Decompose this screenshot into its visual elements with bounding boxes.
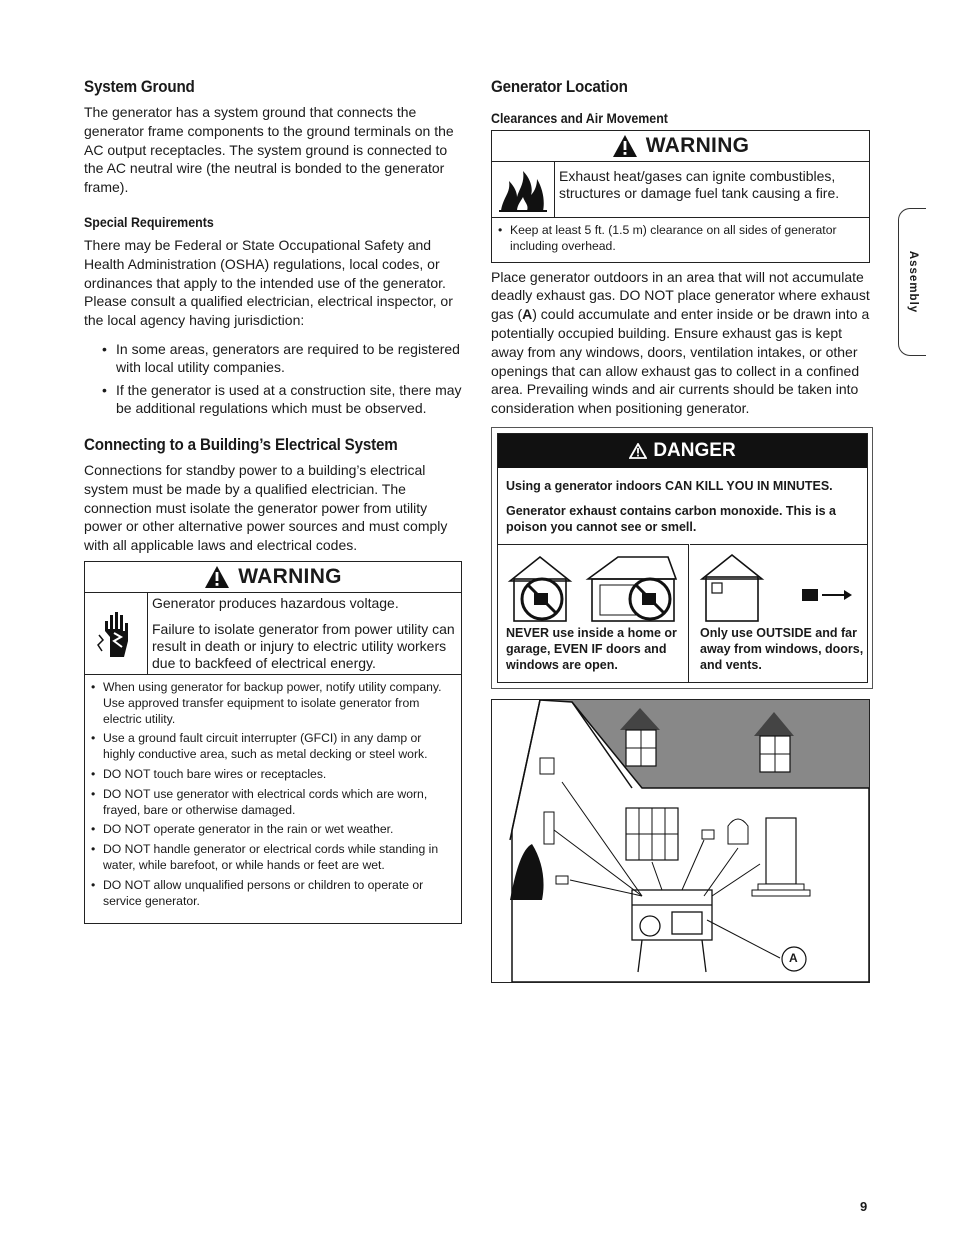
- list-item: • DO NOT operate generator in the rain or wet weather.: [91, 822, 455, 838]
- connecting-body: Connections for standby power to a building’s electrical system must be made by a qualified electrician. The connection must isolate the generator power from utility power or other alternative power sources and must comply with all applicable laws and electrical codes.: [84, 461, 448, 554]
- warning-header: [85, 562, 461, 593]
- electric-shock-hand-icon: [85, 593, 148, 674]
- danger-never-panel: [498, 544, 689, 682]
- warning-header: [492, 131, 869, 162]
- system-ground-heading: System Ground: [84, 78, 195, 96]
- warning-text: [148, 593, 461, 674]
- warning-message-row: [85, 593, 461, 675]
- fire-icon: [492, 162, 555, 217]
- special-requirements-body: There may be Federal or State Occupational Safety and Health Administration (OSHA) regulations, local codes, or ordinances that apply to the intended use of the generator. Please consult a qualified electrician, electrical inspector, or the local agency having jurisdiction:: [84, 236, 453, 329]
- warning-message-row: [492, 162, 869, 218]
- warning-triangle-icon: [612, 134, 638, 158]
- exhaust-callout-label: A: [789, 951, 798, 965]
- danger-box-frame: [491, 427, 873, 689]
- outdoor-use-icon: [694, 549, 864, 625]
- danger-header: [498, 434, 867, 468]
- location-body-part-2: ) could accumulate and enter inside or be drawn into a potentially occupied building. Ensure exhaust gas is kept away from any windows, doors, ventilation intakes, or other openings that can allow exhaust gas to collect in a confined area. Prevailing winds and air currents should be taken into consideration when positioning generator.: [491, 306, 870, 417]
- no-indoor-use-icon: [500, 549, 686, 625]
- page-number: 9: [860, 1199, 868, 1214]
- left-column: [84, 78, 462, 924]
- list-item: • DO NOT handle generator or electrical cords while standing in water, while barefoot, or while hands or feet are wet.: [91, 842, 455, 874]
- special-requirements-list: [84, 340, 462, 418]
- list-item: • In some areas, generators are required to be registered with local utility companies.: [102, 340, 462, 377]
- list-item: • Keep at least 5 ft. (1.5 m) clearance on all sides of generator including overhead.: [498, 223, 863, 255]
- connecting-heading: Connecting to a Building’s Electrical System: [84, 435, 398, 454]
- special-requirements-heading: Special Requirements: [84, 214, 214, 230]
- danger-title: DANGER: [653, 440, 736, 461]
- danger-line-1: Using a generator indoors CAN KILL YOU IN MINUTES.: [506, 479, 833, 493]
- danger-triangle-icon: [629, 443, 647, 459]
- house-diagram-graphic: [492, 700, 869, 982]
- danger-outside-text: Only use OUTSIDE and far away from windows, doors, and vents.: [700, 626, 864, 672]
- list-item: • DO NOT allow unqualified persons or children to operate or service generator.: [91, 878, 455, 910]
- right-column: [491, 78, 870, 432]
- danger-line-2: Generator exhaust contains carbon monoxide. This is a poison you cannot see or smell.: [506, 504, 836, 534]
- list-item: • DO NOT touch bare wires or receptacles.: [91, 767, 455, 783]
- warning-bullets: [85, 675, 461, 923]
- list-item: • Use a ground fault circuit interrupter (GFCI) in any damp or highly conductive area, such as metal decking or steel work.: [91, 731, 455, 763]
- section-tab: [898, 208, 926, 356]
- danger-outside-panel: [690, 544, 867, 682]
- voltage-warning-box: [84, 561, 462, 924]
- danger-box: [497, 433, 868, 683]
- warning-text: Exhaust heat/gases can ignite combustibles, structures or damage fuel tank causing a fire.: [559, 168, 840, 201]
- list-item: • DO NOT use generator with electrical cords which are worn, frayed, bare or otherwise damaged.: [91, 787, 455, 819]
- warning-title: WARNING: [645, 134, 750, 157]
- location-body-part-1: Place generator outdoors in an area that will not accumulate deadly exhaust gas. DO NOT place generator where exhaust gas (: [491, 268, 870, 323]
- danger-never-text: NEVER use inside a home or garage, EVEN IF doors and windows are open.: [506, 626, 677, 672]
- house-exhaust-illustration: [491, 699, 870, 983]
- warning-title: WARNING: [238, 564, 342, 588]
- warning-triangle-icon: [204, 565, 230, 589]
- warning-line-1: Generator produces hazardous voltage.: [152, 594, 399, 611]
- location-body-label: A: [522, 306, 533, 323]
- exhaust-warning-box: [491, 130, 870, 263]
- list-item: • If the generator is used at a construction site, there may be additional regulations which must be observed.: [102, 381, 462, 418]
- system-ground-body: The generator has a system ground that connects the generator frame components to the ground terminals on the AC output receptacles. The system ground is connected to the AC neutral wire (the neutral is bonded to the generator frame).: [84, 104, 454, 196]
- list-item: • When using generator for backup power, notify utility company. Use approved transfer equipment to isolate generator from electric utility.: [91, 680, 455, 727]
- warning-line-2: Failure to isolate generator from power utility can result in death or injury to electric utility workers due to backfeed of electrical energy.: [152, 620, 455, 671]
- section-tab-label: Assembly: [906, 250, 919, 314]
- clearances-heading: Clearances and Air Movement: [491, 111, 668, 126]
- location-body: [491, 268, 870, 418]
- generator-location-heading: Generator Location: [491, 78, 628, 96]
- warning-bullets: [492, 218, 869, 262]
